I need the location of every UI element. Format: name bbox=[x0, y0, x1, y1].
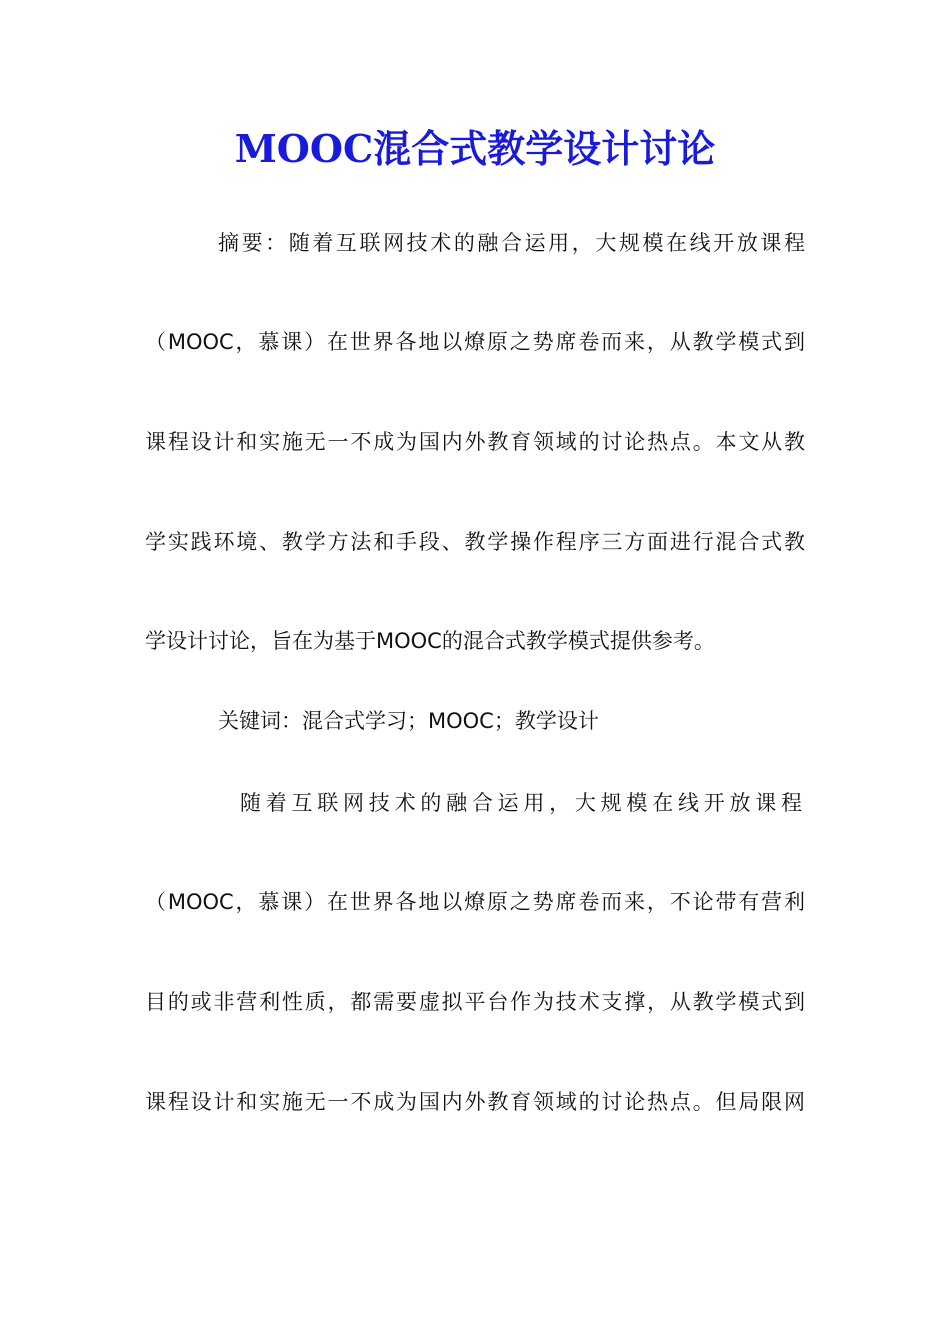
abstract-line-1: 摘要：随着互联网技术的融合运用，大规模在线开放课程 bbox=[218, 231, 805, 255]
abstract-line-2: （MOOC，慕课）在世界各地以燎原之势席卷而来，从教学模式到 bbox=[145, 330, 805, 354]
body-line-3: 目的或非营利性质，都需要虚拟平台作为技术支撑，从教学模式到 bbox=[145, 990, 805, 1014]
body-line-1: 随着互联网技术的融合运用，大规模在线开放课程 bbox=[240, 791, 805, 815]
abstract-line-4: 学实践环境、教学方法和手段、教学操作程序三方面进行混合式教 bbox=[145, 530, 805, 554]
body-line-2: （MOOC，慕课）在世界各地以燎原之势席卷而来，不论带有营利 bbox=[145, 890, 805, 914]
keywords: 关键词：混合式学习；MOOC；教学设计 bbox=[218, 709, 599, 733]
body-line-4: 课程设计和实施无一不成为国内外教育领域的讨论热点。但局限网 bbox=[145, 1090, 805, 1114]
abstract-line-3: 课程设计和实施无一不成为国内外教育领域的讨论热点。本文从教 bbox=[145, 430, 805, 454]
abstract-line-5: 学设计讨论，旨在为基于MOOC的混合式教学模式提供参考。 bbox=[145, 629, 715, 653]
document-title: MOOC混合式教学设计讨论 bbox=[234, 126, 716, 171]
